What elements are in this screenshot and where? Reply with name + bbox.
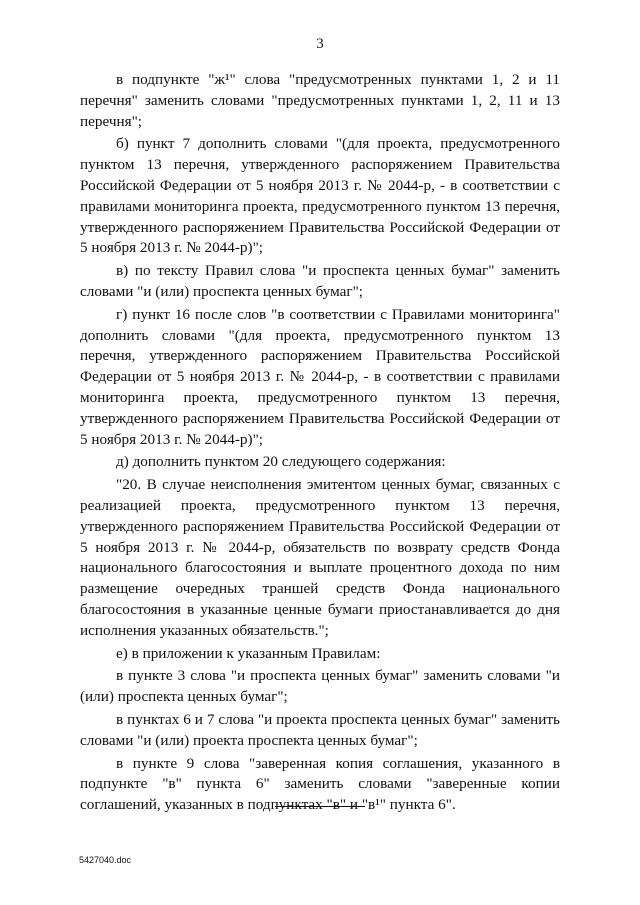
file-reference: 5427040.doc xyxy=(79,855,132,865)
end-divider xyxy=(275,806,365,807)
paragraph-appendix-point-3: в пункте 3 слова "и проспекта ценных бумаг" заменить словами "и (или) проспекта ценных бумаг"; xyxy=(80,667,560,706)
paragraph-zh1-amendment: в подпункте "ж¹" слова "предусмотренных пунктами 1, 2 и 11 перечня" заменить словами "предусмотренных пунктами 1, 2, 11 и 13 перечня"; xyxy=(80,71,560,130)
paragraph-g-point-16: г) пункт 16 после слов "в соответствии с Правилами мониторинга" дополнить словами "(для проекта, предусмотренного пунктом 13 перечня, утвержденного распоряжением Правительства Российской Федерации от 5 ноября 2013 г. № 2044-р, - в соответствии с правилами мониторинга проекта, предусмотренного пунктом 13 перечня, утвержденного распоряжением Правительства Российской Федерации от 5 ноября 2013 г. № 2044-р)"; xyxy=(80,305,560,448)
paragraph-appendix-points-6-7: в пунктах 6 и 7 слова "и проекта проспекта ценных бумаг" заменить словами "и (или) проекта проспекта ценных бумаг"; xyxy=(80,710,560,749)
paragraph-d-add-point-20: д) дополнить пунктом 20 следующего содержания: xyxy=(116,453,446,471)
paragraph-point-20-text: "20. В случае неисполнения эмитентом ценных бумаг, связанных с реализацией проекта, предусмотренного пунктом 13 перечня, утвержденного распоряжением Правительства Российской Федерации от 5 ноября 2013 г. № 2044-р, обязательств по возврату средств Фонда национального благосостояния и выплате процентного дохода по ним размещение очередных траншей средств Фонда национального благосостояния в указанные ценные бумаги приостанавливается до дня исполнения указанных обязательств."; xyxy=(80,476,560,639)
paragraph-e-appendix: е) в приложении к указанным Правилам: xyxy=(116,644,381,662)
paragraph-b-point-7: б) пункт 7 дополнить словами "(для проекта, предусмотренного пунктом 13 перечня, утвержденного распоряжением Правительства Российской Федерации от 5 ноября 2013 г. № 2044-р, - в соответствии с правилами мониторинга проекта, предусмотренного пунктом 13 перечня, утвержденного распоряжением Правительства Российской Федерации от 5 ноября 2013 г. № 2044-р)"; xyxy=(80,135,560,257)
document-body xyxy=(80,70,560,816)
page-number: 3 xyxy=(316,36,324,52)
paragraph-v-text-replacement: в) по тексту Правил слова "и проспекта ценных бумаг" заменить словами "и (или) проспекта ценных бумаг"; xyxy=(80,262,560,300)
paragraph-appendix-point-9: в пункте 9 слова "заверенная копия соглашения, указанного в подпункте "в" пункта 6" заменить словами "заверенные копии соглашений, указанных в подпунктах "в" и "в¹" пункта 6". xyxy=(80,754,560,814)
